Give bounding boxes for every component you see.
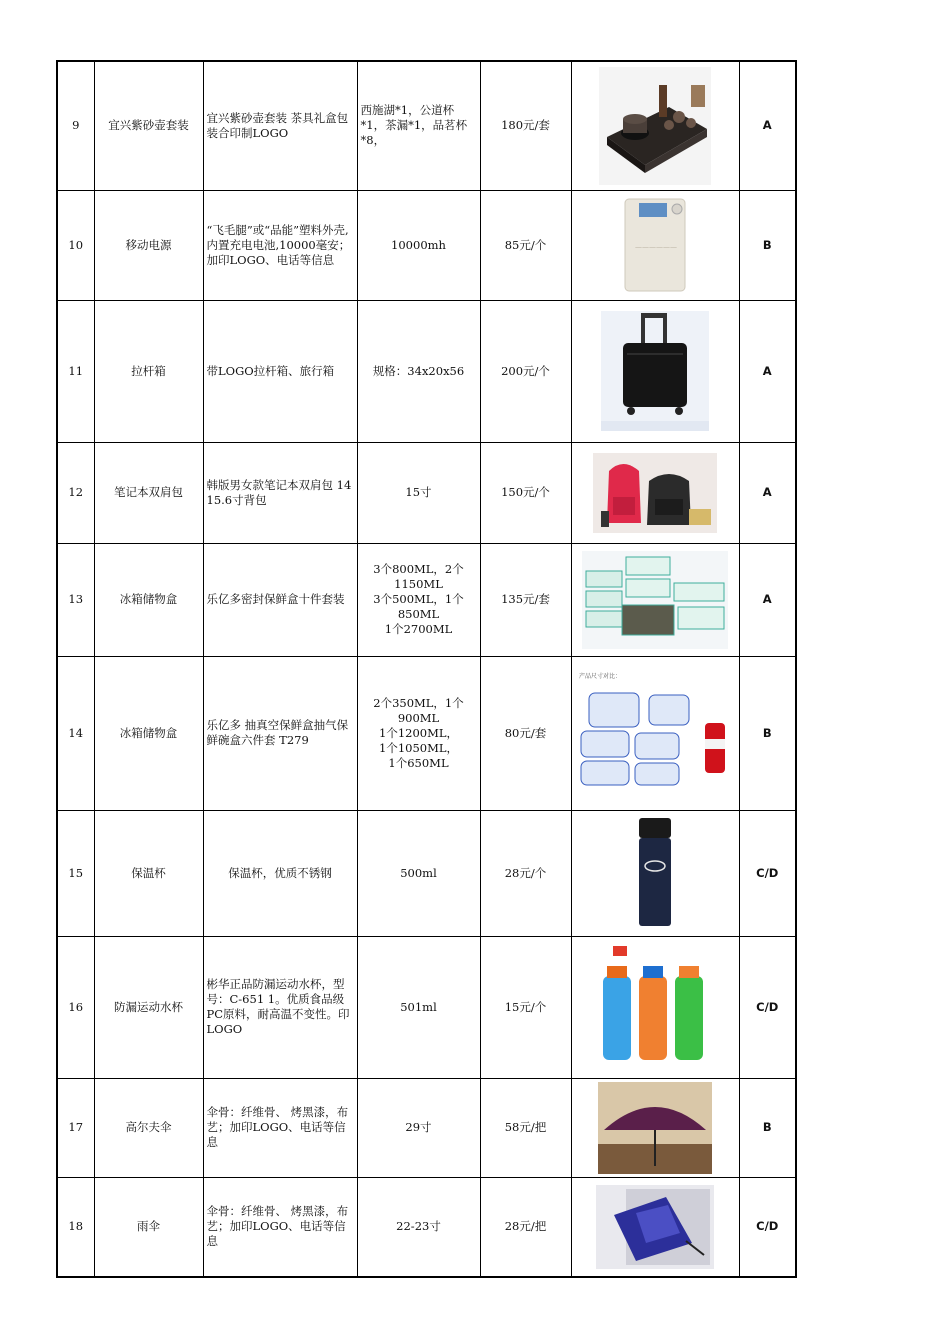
- item-name: 保温杯: [94, 810, 203, 936]
- item-grade: B: [739, 190, 796, 300]
- item-grade: A: [739, 543, 796, 656]
- product-photo: [571, 61, 739, 190]
- product-photo: [571, 810, 739, 936]
- folding-umbrella-icon: [596, 1185, 714, 1269]
- item-number: 9: [57, 61, 94, 190]
- item-number: 13: [57, 543, 94, 656]
- item-spec: 3个800ML，2个1150ML 3个500ML，1个850ML 1个2700ML: [357, 543, 480, 656]
- table-row: [57, 442, 796, 543]
- item-price: 85元/个: [480, 190, 571, 300]
- item-grade: A: [739, 442, 796, 543]
- golf-umbrella-icon: [598, 1082, 712, 1174]
- item-price: 58元/把: [480, 1078, 571, 1177]
- item-grade: B: [739, 1078, 796, 1177]
- item-grade: C/D: [739, 936, 796, 1078]
- item-spec: 西施湖*1，公道杯*1，茶漏*1，品茗杯*8，: [357, 61, 480, 190]
- item-price: 135元/套: [480, 543, 571, 656]
- item-number: 14: [57, 656, 94, 810]
- item-price: 80元/套: [480, 656, 571, 810]
- item-price: 200元/个: [480, 300, 571, 442]
- item-number: 11: [57, 300, 94, 442]
- item-name: 冰箱储物盒: [94, 543, 203, 656]
- product-table: [56, 60, 797, 1278]
- table-row: [57, 936, 796, 1078]
- item-grade: A: [739, 61, 796, 190]
- item-description: 宜兴紫砂壶套装 茶具礼盒包装合印制LOGO: [203, 61, 357, 190]
- svg-text:——————: ——————: [635, 243, 677, 251]
- item-name: 高尔夫伞: [94, 1078, 203, 1177]
- item-grade: A: [739, 300, 796, 442]
- item-spec: 29寸: [357, 1078, 480, 1177]
- table-row: [57, 543, 796, 656]
- sport-bottles-icon: [595, 946, 715, 1068]
- item-description: “飞毛腿”或“品能”塑料外壳,内置充电电池,10000毫安；加印LOGO、电话等信息: [203, 190, 357, 300]
- item-spec: 规格：34x20x56: [357, 300, 480, 442]
- item-spec: 2个350ML，1个900ML 1个1200ML， 1个1050ML， 1个650ML: [357, 656, 480, 810]
- product-photo: [571, 300, 739, 442]
- item-name: 冰箱储物盒: [94, 656, 203, 810]
- backpack-icon: [593, 453, 717, 533]
- item-number: 15: [57, 810, 94, 936]
- item-name: 笔记本双肩包: [94, 442, 203, 543]
- table-row: [57, 300, 796, 442]
- vacuum-boxes-icon: [575, 683, 735, 793]
- product-photo: [571, 1078, 739, 1177]
- trolley-case-icon: [601, 311, 709, 431]
- item-description: 带LOGO拉杆箱、旅行箱: [203, 300, 357, 442]
- item-name: 防漏运动水杯: [94, 936, 203, 1078]
- item-number: 10: [57, 190, 94, 300]
- item-spec: 501ml: [357, 936, 480, 1078]
- item-name: 移动电源: [94, 190, 203, 300]
- product-photo: [571, 1177, 739, 1277]
- item-name: 宜兴紫砂壶套装: [94, 61, 203, 190]
- item-description: 乐亿多 抽真空保鲜盒抽气保鲜碗盒六件套 T279: [203, 656, 357, 810]
- item-spec: 500ml: [357, 810, 480, 936]
- item-description: 韩版男女款笔记本双肩包 14 15.6寸背包: [203, 442, 357, 543]
- item-description: 伞骨：纤维骨、 烤黑漆，布艺；加印LOGO、电话等信息: [203, 1078, 357, 1177]
- tea-set-icon: [599, 67, 711, 185]
- product-photo: [571, 543, 739, 656]
- table-row: [57, 190, 796, 300]
- item-grade: B: [739, 656, 796, 810]
- thermos-icon: [630, 816, 680, 930]
- table-row: [57, 1177, 796, 1277]
- item-number: 16: [57, 936, 94, 1078]
- item-spec: 15寸: [357, 442, 480, 543]
- item-description: 彬华正品防漏运动水杯，型号：C-651 1。优质食品级PC原料，耐高温不变性。印LOGO: [203, 936, 357, 1078]
- item-name: 拉杆箱: [94, 300, 203, 442]
- item-grade: C/D: [739, 1177, 796, 1277]
- item-number: 17: [57, 1078, 94, 1177]
- item-price: 15元/个: [480, 936, 571, 1078]
- product-photo: [571, 190, 739, 300]
- table-row: [57, 61, 796, 190]
- item-price: 28元/个: [480, 810, 571, 936]
- item-price: 150元/个: [480, 442, 571, 543]
- item-price: 180元/套: [480, 61, 571, 190]
- item-description: 乐亿多密封保鲜盒十件套装: [203, 543, 357, 656]
- storage-boxes-icon: [582, 551, 728, 649]
- product-photo: [571, 936, 739, 1078]
- item-description: 伞骨：纤维骨、 烤黑漆，布艺；加印LOGO、电话等信息: [203, 1177, 357, 1277]
- table-row: [57, 1078, 796, 1177]
- image-caption: 产品尺寸对比：: [579, 673, 622, 680]
- item-number: 18: [57, 1177, 94, 1277]
- power-bank-icon: [619, 195, 691, 295]
- item-price: 28元/把: [480, 1177, 571, 1277]
- table-row: [57, 810, 796, 936]
- item-description: 保温杯，优质不锈钢: [203, 810, 357, 936]
- item-spec: 22-23寸: [357, 1177, 480, 1277]
- product-photo: [571, 656, 739, 810]
- table-row: [57, 656, 796, 810]
- item-number: 12: [57, 442, 94, 543]
- item-grade: C/D: [739, 810, 796, 936]
- item-name: 雨伞: [94, 1177, 203, 1277]
- item-spec: 10000mh: [357, 190, 480, 300]
- product-photo: [571, 442, 739, 543]
